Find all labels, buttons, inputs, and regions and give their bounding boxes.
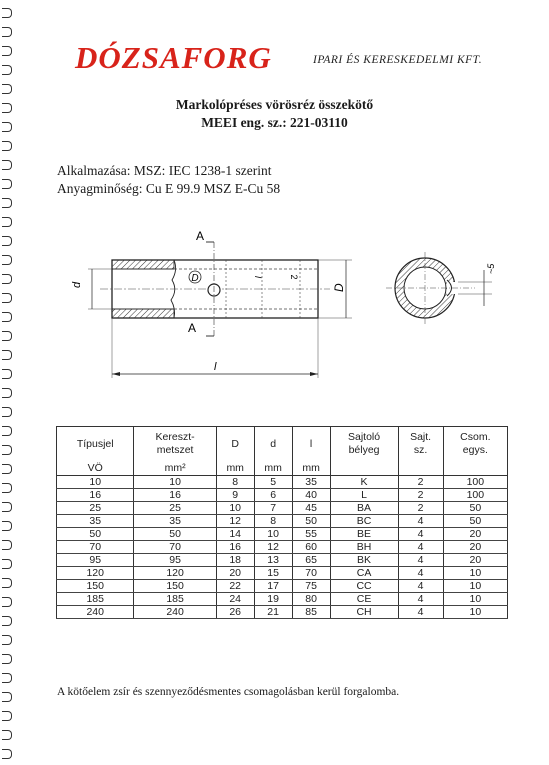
table-cell: 50 [292, 515, 330, 528]
unit-cell [443, 461, 507, 476]
table-cell: 4 [398, 580, 443, 593]
section-label-bottom: A [188, 321, 197, 335]
table-cell: 70 [134, 541, 216, 554]
table-cell: 10 [443, 606, 507, 619]
binding-ring [2, 521, 12, 531]
header-cell: D [216, 427, 254, 462]
table-cell: 80 [292, 593, 330, 606]
binding-ring [2, 730, 12, 740]
table-row [57, 554, 508, 567]
binding-ring [2, 578, 12, 588]
table-cell: 50 [57, 528, 134, 541]
binding-ring [2, 597, 12, 607]
table-row [57, 541, 508, 554]
table-cell: BC [330, 515, 398, 528]
application-text: Alkalmazása: MSZ: IEC 1238-1 szerint [57, 163, 272, 178]
table-cell: 6 [254, 489, 292, 502]
table-row [57, 476, 508, 489]
packaging-note: A kötőelem zsír és szennyeződésmentes csomagolásban kerül forgalomba. [57, 686, 400, 698]
binding-ring [2, 502, 12, 512]
header-cell: l [292, 427, 330, 462]
binding-ring [2, 426, 12, 436]
table-cell: 70 [292, 567, 330, 580]
table-cell: 240 [134, 606, 216, 619]
table-cell: 22 [216, 580, 254, 593]
binding-ring [2, 84, 12, 94]
table-cell: 120 [134, 567, 216, 580]
table-cell: 25 [57, 502, 134, 515]
table-cell: 120 [57, 567, 134, 580]
side-view [71, 229, 352, 378]
table-cell: BH [330, 541, 398, 554]
binding-ring [2, 711, 12, 721]
section-label-top: A [196, 229, 205, 243]
table-cell: 17 [254, 580, 292, 593]
table-cell: 12 [216, 515, 254, 528]
table-cell: 150 [134, 580, 216, 593]
table-cell: 20 [443, 541, 507, 554]
table-cell: L [330, 489, 398, 502]
table-cell: K [330, 476, 398, 489]
header-cell: Csom. egys. [443, 427, 507, 462]
dim-big-d-label: D [332, 283, 346, 292]
binding-ring [2, 692, 12, 702]
table-cell: 70 [57, 541, 134, 554]
table-cell: 2 [398, 502, 443, 515]
dim-s-label: ~5 [486, 263, 496, 274]
unit-cell: mm² [134, 461, 216, 476]
table-cell: 185 [57, 593, 134, 606]
table-cell: 100 [443, 489, 507, 502]
table-cell: 10 [443, 567, 507, 580]
table-cell: 18 [216, 554, 254, 567]
header-cell: Kereszt- metszet [134, 427, 216, 462]
dim-d-label: d [71, 281, 83, 288]
table-cell: 4 [398, 554, 443, 567]
table-cell: 10 [254, 528, 292, 541]
table-units-row [57, 461, 508, 476]
table-cell: 45 [292, 502, 330, 515]
table-row [57, 502, 508, 515]
table-cell: CE [330, 593, 398, 606]
table-cell: 16 [216, 541, 254, 554]
table-cell: 19 [254, 593, 292, 606]
header-cell: d [254, 427, 292, 462]
binding-ring [2, 388, 12, 398]
binding-ring [2, 27, 12, 37]
binding-ring [2, 673, 12, 683]
table-row [57, 515, 508, 528]
binding-ring [2, 559, 12, 569]
table-row [57, 593, 508, 606]
header-cell: Típusjel [57, 427, 134, 462]
table-cell: 4 [398, 528, 443, 541]
cross-section-view [386, 252, 496, 324]
table-cell: 40 [292, 489, 330, 502]
unit-cell: mm [292, 461, 330, 476]
binding-ring [2, 654, 12, 664]
table-cell: 35 [292, 476, 330, 489]
table-header-row [57, 427, 508, 462]
table-row [57, 606, 508, 619]
table-cell: 8 [254, 515, 292, 528]
table-cell: 65 [292, 554, 330, 567]
unit-cell: mm [216, 461, 254, 476]
table-cell: 95 [134, 554, 216, 567]
table-row [57, 580, 508, 593]
table-cell: 7 [254, 502, 292, 515]
table-cell: 95 [57, 554, 134, 567]
table-cell: 150 [57, 580, 134, 593]
table-cell: 20 [216, 567, 254, 580]
table-cell: 20 [443, 528, 507, 541]
binding-ring [2, 635, 12, 645]
table-cell: 35 [57, 515, 134, 528]
table-cell: 4 [398, 515, 443, 528]
table-row [57, 528, 508, 541]
table-cell: 26 [216, 606, 254, 619]
table-cell: 12 [254, 541, 292, 554]
table-cell: 20 [443, 554, 507, 567]
binding-ring [2, 749, 12, 759]
table-cell: 24 [216, 593, 254, 606]
unit-cell: VÖ [57, 461, 134, 476]
mark-l-label: l [253, 276, 263, 278]
binding-ring [2, 407, 12, 417]
table-row [57, 489, 508, 502]
table-cell: 10 [443, 593, 507, 606]
table-cell: 25 [134, 502, 216, 515]
table-cell: 50 [443, 515, 507, 528]
header-cell: Sajt. sz. [398, 427, 443, 462]
table-cell: CH [330, 606, 398, 619]
header-cell: Sajtoló bélyeg [330, 427, 398, 462]
table-cell: 15 [254, 567, 292, 580]
table-cell: 10 [216, 502, 254, 515]
table-cell: 75 [292, 580, 330, 593]
table-cell: 50 [443, 502, 507, 515]
binding-ring [2, 198, 12, 208]
spec-table [56, 426, 508, 619]
brand-logo: DÓZSAFORG [75, 40, 272, 75]
table-cell: 35 [134, 515, 216, 528]
table-cell: BA [330, 502, 398, 515]
table-cell: 55 [292, 528, 330, 541]
unit-cell [398, 461, 443, 476]
table-cell: 16 [57, 489, 134, 502]
table-cell: 2 [398, 489, 443, 502]
table-cell: CC [330, 580, 398, 593]
table-cell: 10 [134, 476, 216, 489]
table-cell: 5 [254, 476, 292, 489]
unit-cell [330, 461, 398, 476]
table-cell: 100 [443, 476, 507, 489]
technical-drawing [0, 220, 549, 380]
table-cell: 240 [57, 606, 134, 619]
binding-ring [2, 464, 12, 474]
binding-ring [2, 445, 12, 455]
approval-number: MEEI eng. sz.: 221-03110 [201, 115, 348, 130]
table-cell: 4 [398, 606, 443, 619]
company-name: IPARI ÉS KERESKEDELMI KFT. [313, 54, 483, 66]
table-cell: 4 [398, 567, 443, 580]
table-cell: 14 [216, 528, 254, 541]
binding-ring [2, 483, 12, 493]
binding-ring [2, 540, 12, 550]
binding-ring [2, 179, 12, 189]
dim-l-label: l [214, 361, 217, 373]
table-cell: 13 [254, 554, 292, 567]
table-cell: 2 [398, 476, 443, 489]
table-cell: BE [330, 528, 398, 541]
binding-ring [2, 8, 12, 18]
table-cell: 9 [216, 489, 254, 502]
table-cell: 185 [134, 593, 216, 606]
table-cell: 50 [134, 528, 216, 541]
binding-ring [2, 46, 12, 56]
table-cell: 21 [254, 606, 292, 619]
material-text: Anyagminőség: Cu E 99.9 MSZ E-Cu 58 [57, 181, 281, 196]
table-cell: 4 [398, 541, 443, 554]
table-cell: CA [330, 567, 398, 580]
table-cell: 8 [216, 476, 254, 489]
mark-d-label: D [191, 273, 199, 284]
mark-2-label: 2 [289, 274, 299, 280]
table-cell: 10 [57, 476, 134, 489]
unit-cell: mm [254, 461, 292, 476]
binding-ring [2, 616, 12, 626]
table-cell: 60 [292, 541, 330, 554]
table-cell: 85 [292, 606, 330, 619]
table-cell: BK [330, 554, 398, 567]
binding-ring [2, 160, 12, 170]
binding-ring [2, 141, 12, 151]
table-cell: 4 [398, 593, 443, 606]
table-cell: 16 [134, 489, 216, 502]
document-title: Markolópréses vörösréz összekötő [175, 97, 374, 112]
table-row [57, 567, 508, 580]
binding-ring [2, 65, 12, 75]
table-cell: 10 [443, 580, 507, 593]
